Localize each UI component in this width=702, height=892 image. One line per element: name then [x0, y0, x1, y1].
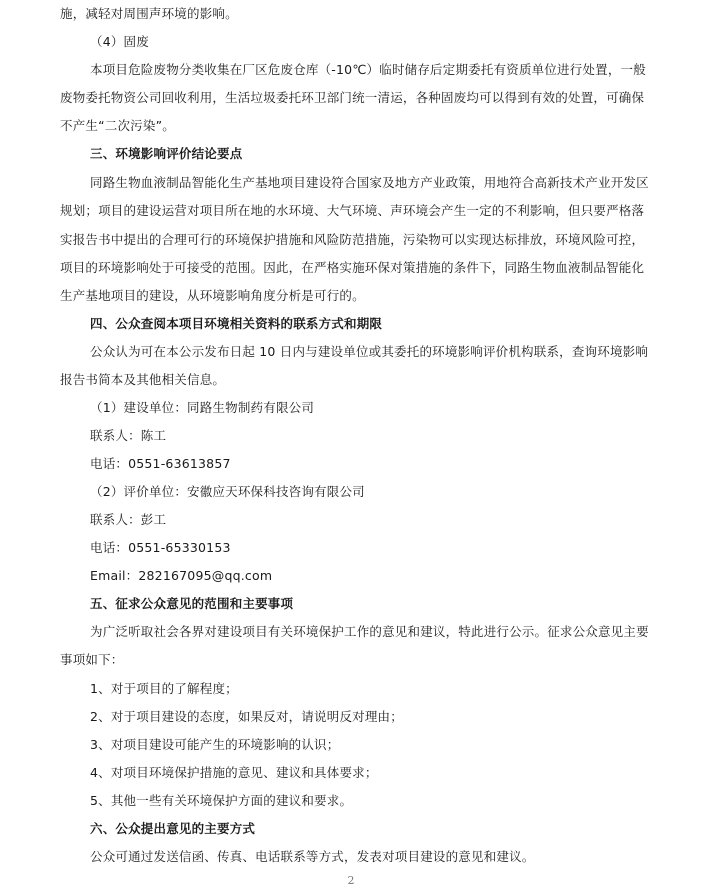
paragraph-line: 生产基地项目的建设，从环境影响角度分析是可行的。 [60, 288, 365, 303]
evaluator-email: Email：282167095@qq.com [90, 568, 273, 583]
list-item: 1、对于项目的了解程度； [90, 681, 238, 696]
paragraph-line: 实报告书中提出的合理可行的环境保护措施和风险防范措施，污染物可以实现达标排放，环境风险可控， [60, 232, 645, 247]
paragraph-line: 项目的环境影响处于可接受的范围。因此，在严格实施环保对策措施的条件下，同路生物血液制品智能化 [60, 260, 645, 275]
builder-unit: （1）建设单位：同路生物制药有限公司 [90, 400, 315, 415]
evaluator-unit: （2）评价单位：安徽应天环保科技咨询有限公司 [90, 484, 365, 499]
list-item: 3、对项目建设可能产生的环境影响的认识； [90, 737, 340, 752]
paragraph-line: 施，减轻对周围声环境的影响。 [60, 6, 238, 21]
paragraph-line: 事项如下： [60, 652, 124, 667]
section-heading-3: 三、环境影响评价结论要点 [90, 146, 243, 161]
section-heading-6: 六、公众提出意见的主要方式 [90, 821, 256, 836]
evaluator-phone: 电话：0551-65330153 [90, 540, 231, 555]
paragraph-line: 规划；项目的建设运营对项目所在地的水环境、大气环境、声环境会产生一定的不利影响，但只要严格落 [60, 203, 645, 218]
section-heading-4: 四、公众查阅本项目环境相关资料的联系方式和期限 [90, 316, 383, 331]
section-heading-5: 五、征求公众意见的范围和主要事项 [90, 596, 294, 611]
paragraph-line: 不产生“二次污染”。 [60, 118, 175, 133]
evaluator-contact: 联系人：彭工 [90, 512, 167, 527]
paragraph-line: 为广泛听取社会各界对建设项目有关环境保护工作的意见和建议，特此进行公示。征求公众意见主要 [90, 624, 649, 639]
list-item: 4、对项目环境保护措施的意见、建议和具体要求； [90, 765, 378, 780]
list-item: 5、其他一些有关环境保护方面的建议和要求。 [90, 793, 353, 808]
list-item: 2、对于项目建设的态度，如果反对，请说明反对理由； [90, 709, 403, 724]
paragraph-line: 废物委托物资公司回收利用，生活垃圾委托环卫部门统一清运，各种固废均可以得到有效的处置，可确保 [60, 90, 645, 105]
page-number: 2 [347, 874, 355, 887]
paragraph-line: 同路生物血液制品智能化生产基地项目建设符合国家及地方产业政策，用地符合高新技术产业开发区 [90, 175, 649, 190]
builder-phone: 电话：0551-63613857 [90, 456, 231, 471]
paragraph-line: 公众认为可在本公示发布日起 10 日内与建设单位或其委托的环境影响评价机构联系，查询环境影响 [90, 344, 649, 359]
builder-contact: 联系人：陈工 [90, 428, 167, 443]
paragraph-line: 本项目危险废物分类收集在厂区危废仓库（-10℃）临时储存后定期委托有资质单位进行处置，一般 [90, 62, 646, 77]
document-page [60, 0, 650, 892]
paragraph-line: 报告书简本及其他相关信息。 [60, 372, 226, 387]
paragraph-line: 公众可通过发送信函、传真、电话联系等方式，发表对项目建设的意见和建议。 [90, 849, 535, 864]
subsection-title-solid-waste: （4）固废 [90, 34, 149, 49]
